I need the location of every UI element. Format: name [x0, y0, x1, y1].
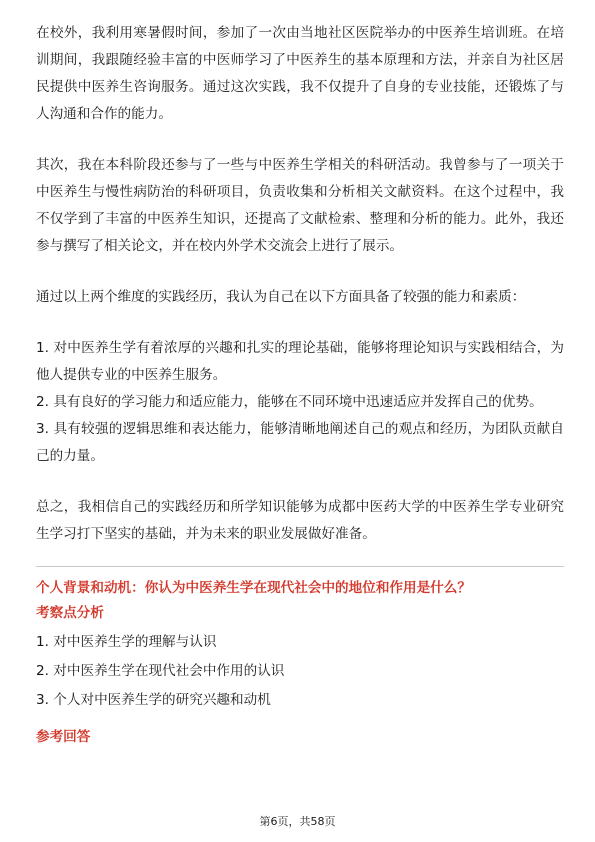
- list-item: 1. 对中医养生学有着浓厚的兴趣和扎实的理论基础，能够将理论知识与实践相结合，为他人提供专业的中医养生服务。: [36, 340, 564, 383]
- paragraph-off-campus-practice: 在校外，我利用寒暑假时间，参加了一次由当地社区医院举办的中医养生培训班。在培训期间，我跟随经验丰富的中医师学习了中医养生的基本原理和方法，并亲自为社区居民提供中医养生咨询服务。通过这次实践，我不仅提升了自身的专业技能，还锻炼了与人沟通和合作的能力。: [36, 25, 564, 122]
- paragraph-abilities-intro: 通过以上两个维度的实践经历，我认为自己在以下方面具备了较强的能力和素质：: [36, 289, 526, 305]
- list-item: 1. 对中医养生学的理解与认识: [36, 634, 217, 650]
- paragraph-conclusion: 总之，我相信自己的实践经历和所学知识能够为成都中医药大学的中医养生学专业研究生学习打下坚实的基础，并为未来的职业发展做好准备。: [36, 499, 564, 542]
- analysis-heading: 考察点分析: [36, 605, 104, 621]
- page-number-footer: 第6页，共58页: [259, 815, 336, 828]
- list-item: 2. 对中医养生学在现代社会中作用的认识: [36, 663, 285, 679]
- list-item: 2. 具有良好的学习能力和适应能力，能够在不同环境中迅速适应并发挥自己的优势。: [36, 394, 543, 410]
- list-item: 3. 个人对中医养生学的研究兴趣和动机: [36, 692, 271, 708]
- question-heading: 个人背景和动机：你认为中医养生学在现代社会中的地位和作用是什么？: [36, 580, 471, 596]
- abilities-list: [36, 335, 564, 470]
- section-divider: [36, 566, 564, 567]
- reference-answer-heading: 参考回答: [36, 729, 91, 745]
- paragraph-research-activities: 其次，我在本科阶段还参与了一些与中医养生学相关的科研活动。我曾参与了一项关于中医养生与慢性病防治的科研项目，负责收集和分析相关文献资料。在这个过程中，我不仅学到了丰富的中医养生知识，还提高了文献检索、整理和分析的能力。此外，我还参与撰写了相关论文，并在校内外学术交流会上进行了展示。: [36, 157, 564, 254]
- page-content: [36, 20, 564, 749]
- analysis-list: [36, 628, 564, 715]
- list-item: 3. 具有较强的逻辑思维和表达能力，能够清晰地阐述自己的观点和经历，为团队贡献自己的力量。: [36, 421, 564, 464]
